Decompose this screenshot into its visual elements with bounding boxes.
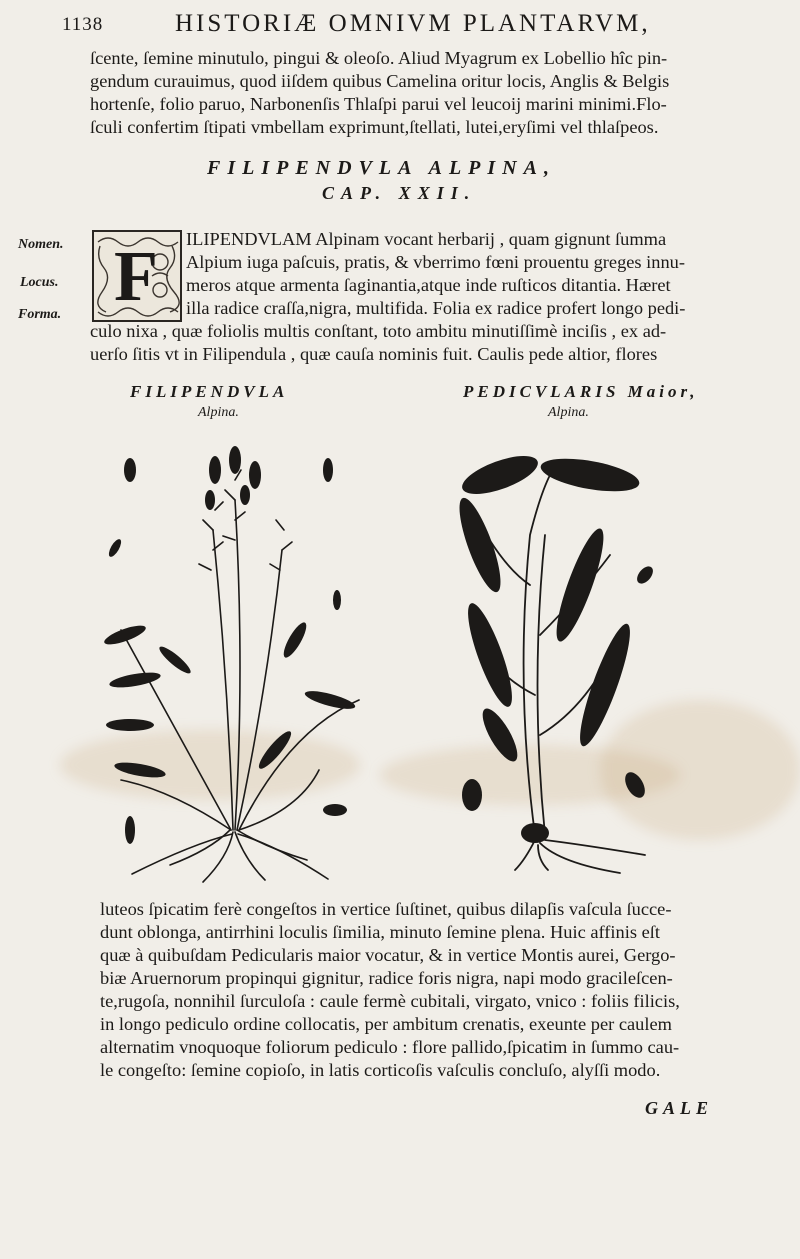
- margin-note-locus: Locus.: [20, 275, 59, 290]
- text-line: quæ à quibuſdam Pedicularis maior vocatur, & in vertice Montis aurei, Gergo-: [100, 945, 676, 965]
- text-line: uerſo ſitis vt in Filipendula , quæ cauſa nominis fuit. Caulis pede altior, flores: [90, 344, 658, 364]
- text-line: biæ Aruernorum propinqui gignitur, radice foris nigra, napi modo gracileſcen-: [100, 968, 673, 988]
- figure-caption-right: PEDICVLARIS Maior,: [463, 382, 699, 401]
- margin-note-nomen: Nomen.: [18, 237, 64, 252]
- catchword: GALE: [645, 1098, 714, 1118]
- margin-note-forma: Forma.: [18, 307, 62, 322]
- text-line: ILIPENDVLAM Alpinam vocant herbarij , quam gignunt ſumma: [186, 229, 667, 249]
- initial-letter: F: [114, 236, 158, 316]
- text-line: te,rugoſa, nonnihil ſurculoſa : caule fermè cubitali, virgato, vnico : foliis filicis,: [100, 991, 680, 1011]
- text-line: ſculi confertim ſtipati vmbellam exprimunt,ſtellati, lutei,eryſimi vel thlaſpeos.: [90, 117, 659, 137]
- text-line: ſcente, ſemine minutulo, pingui & oleoſo. Aliud Myagrum ex Lobellio hîc pin-: [90, 48, 668, 68]
- text-line: in longo pediculo ordine collocatis, per ambitum crenatis, exeunte per caulem: [100, 1014, 672, 1034]
- folio-number: 1138: [62, 14, 104, 35]
- figure-subcaption-right: Alpina.: [548, 405, 589, 420]
- text-line: meros atque armenta ſaginantia,atque inde ruſticos ditantia. Hæret: [186, 275, 671, 295]
- figure-caption-left: FILIPENDVLA: [130, 382, 289, 401]
- pedicularis-woodcut: [440, 435, 680, 885]
- chapter-title: FILIPENDVLA ALPINA,: [207, 157, 556, 179]
- text-line: alternatim vnoquoque foliorum pediculo : flore pallido,ſpicatim in ſummo cau-: [100, 1037, 680, 1057]
- text-line: gendum curauimus, quod iiſdem quibus Camelina oritur locis, Anglis & Belgis: [90, 71, 670, 91]
- text-line: dunt oblonga, antirrhini loculis ſimilia, minuto ſemine plena. Huic affinis eſt: [100, 922, 660, 942]
- running-title: HISTORIÆ OMNIVM PLANTARVM,: [175, 10, 651, 37]
- text-line: culo nixa , quæ foliolis multis conſtant, toto ambitu minutiſſimè inciſis , ex ad-: [90, 321, 667, 341]
- text-line: hortenſe, folio paruo, Narbonenſis Thlaſpi parui vel leucoij marini minimi.Flo-: [90, 94, 667, 114]
- text-line: le congeſto: ſemine copioſo, in latis corticoſis vaſculis concluſo, alyſſi modo.: [100, 1060, 661, 1080]
- chapter-number: CAP. XXII.: [322, 183, 477, 203]
- text-line: Alpium iuga paſcuis, pratis, & vberrimo fœni prouentu greges innu-: [186, 252, 685, 272]
- text-line: illa radice craſſa,nigra, multifida. Folia ex radice profert longo pedi-: [186, 298, 686, 318]
- text-line: luteos ſpicatim ferè congeſtos in vertice ſuſtinet, quibus dilapſis vaſcula ſucce-: [100, 899, 672, 919]
- filipendula-woodcut: [95, 430, 365, 890]
- figure-subcaption-left: Alpina.: [198, 405, 239, 420]
- decorated-initial: [92, 230, 182, 322]
